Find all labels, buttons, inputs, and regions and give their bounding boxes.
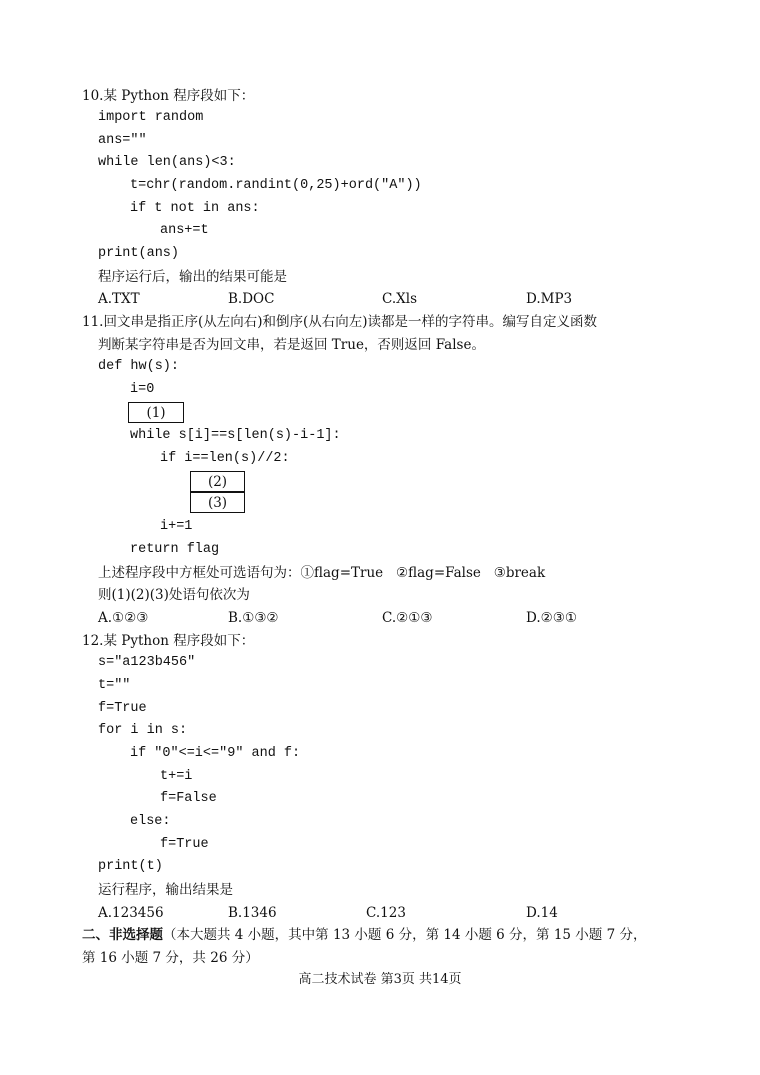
section-2-title: 二、非选择题 [82,927,163,943]
q12-code-line-1: s="a123b456" [98,655,196,670]
q12-code-line-4: for i in s: [98,723,188,738]
q11-question: 则(1)(2)(3)处语句依次为 [98,587,250,603]
q10-code-line-6: ans+=t [160,223,209,238]
q12-code-line-9: f=True [160,837,209,852]
q11-option-c: C.②①③ [382,610,433,626]
q11-blank-1-box: (1) [128,402,184,423]
q11-option-b: B.①③② [228,610,279,626]
q11-code-line-6: return flag [130,542,220,557]
q10-option-a: A.TXT [98,291,140,307]
q12-question: 运行程序，输出结果是 [98,882,233,898]
q12-option-d: D.14 [526,905,558,921]
q12-code-line-2: t="" [98,678,131,693]
q10-option-c: C.Xls [382,291,417,307]
q11-code-line-2: i=0 [130,382,155,397]
q10-question: 程序运行后，输出的结果可能是 [98,269,287,285]
section-2-heading [82,925,646,945]
q12-code-line-10: print(t) [98,859,163,874]
q11-blank-3-box: (3) [190,492,245,513]
q11-code-line-1: def hw(s): [98,359,180,374]
q12-code-line-5: if "0"<=i<="9" and f: [130,746,301,761]
q10-stem: 10.某 Python 程序段如下： [82,88,255,104]
q12-code-line-7: f=False [160,791,217,806]
q10-code-line-7: print(ans) [98,246,180,261]
q11-stem-line-1: 11.回文串是指正序(从左向右)和倒序(从右向左)读都是一样的字符串。编写自定义函数 [82,314,598,330]
q10-option-b: B.DOC [228,291,275,307]
q10-code-line-2: ans="" [98,133,147,148]
page-footer: 高二技术试卷 第3页 共14页 [298,972,462,987]
section-2-desc-line-1: （本大题共 4 小题，其中第 13 小题 6 分，第 14 小题 6 分，第 15 小题 7 分， [163,927,647,943]
q12-code-line-8: else: [130,814,171,829]
q11-option-a: A.①②③ [98,610,149,626]
q12-option-a: A.123456 [98,905,164,921]
q11-code-line-4: if i==len(s)//2: [160,451,290,466]
q11-blank-2-box: (2) [190,471,245,492]
q11-code-line-5: i+=1 [160,519,193,534]
q11-code-line-3: while s[i]==s[len(s)-i-1]: [130,428,341,443]
q10-code-line-5: if t not in ans: [130,201,260,216]
q10-code-line-4: t=chr(random.randint(0,25)+ord("A")) [130,178,422,193]
q11-choices-line: 上述程序段中方框处可选语句为：①flag=True ②flag=False ③break [98,565,546,581]
q12-stem: 12.某 Python 程序段如下： [82,633,255,649]
section-2-desc-line-2: 第 16 小题 7 分，共 26 分） [82,950,259,966]
q12-option-c: C.123 [366,905,406,921]
q12-option-b: B.1346 [228,905,277,921]
q12-code-line-6: t+=i [160,769,193,784]
q11-option-d: D.②③① [526,610,577,626]
q10-code-line-1: import random [98,110,204,125]
q10-option-d: D.MP3 [526,291,573,307]
q12-code-line-3: f=True [98,701,147,716]
q11-stem-line-2: 判断某字符串是否为回文串，若是返回 True，否则返回 False。 [98,337,485,353]
q10-code-line-3: while len(ans)<3: [98,155,236,170]
